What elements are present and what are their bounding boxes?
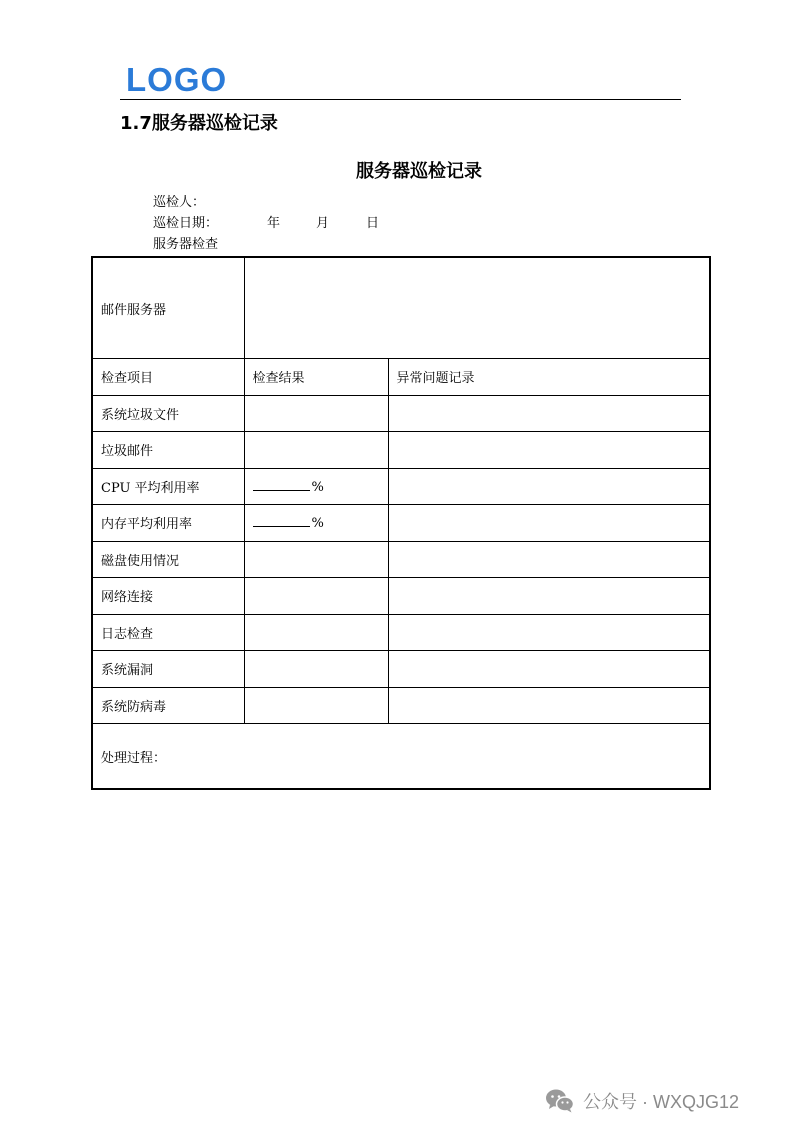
check-result-field[interactable]: [244, 578, 388, 615]
table-row: [92, 651, 710, 688]
check-item-label: 日志检查: [92, 614, 244, 651]
table-row: [92, 541, 710, 578]
header-issue-record: 异常问题记录: [388, 359, 710, 396]
logo: LOGO: [126, 61, 228, 98]
check-item-label: 系统防病毒: [92, 687, 244, 724]
check-item-label: 内存平均利用率: [92, 505, 244, 542]
header-check-result: 检查结果: [244, 359, 388, 396]
table-row: [92, 687, 710, 724]
table-row: [92, 614, 710, 651]
check-item-label: 网络连接: [92, 578, 244, 615]
process-row: [92, 724, 710, 790]
document-title: 服务器巡检记录: [356, 161, 482, 182]
mail-server-field[interactable]: [244, 257, 710, 359]
check-result-field[interactable]: [244, 432, 388, 469]
issue-record-field[interactable]: [388, 505, 710, 542]
issue-record-field[interactable]: [388, 432, 710, 469]
check-result-field[interactable]: [244, 541, 388, 578]
issue-record-field[interactable]: [388, 651, 710, 688]
table-row: [92, 578, 710, 615]
check-item-label: CPU 平均利用率: [92, 468, 244, 505]
issue-record-field[interactable]: [388, 468, 710, 505]
percent-sign: %: [311, 479, 324, 495]
table-row: [92, 468, 710, 505]
percent-sign: %: [311, 516, 324, 532]
issue-record-field[interactable]: [388, 395, 710, 432]
header-divider: [120, 99, 681, 100]
issue-record-field[interactable]: [388, 578, 710, 615]
inspector-label: 巡检人：: [153, 195, 206, 210]
server-check-label: 服务器检查: [153, 237, 219, 252]
issue-record-field[interactable]: [388, 541, 710, 578]
inspection-date-label: 巡检日期：: [153, 216, 219, 231]
day-label: 日: [366, 216, 380, 231]
check-item-label: 系统漏洞: [92, 651, 244, 688]
watermark: [545, 1088, 739, 1114]
check-result-field[interactable]: [244, 614, 388, 651]
check-item-label: 磁盘使用情况: [92, 541, 244, 578]
check-item-label: 垃圾邮件: [92, 432, 244, 469]
watermark-text: 公众号 · WXQJG12: [583, 1092, 740, 1112]
check-result-field[interactable]: [244, 687, 388, 724]
check-result-field[interactable]: [244, 651, 388, 688]
check-item-label: 系统垃圾文件: [92, 395, 244, 432]
process-field[interactable]: [92, 724, 710, 790]
month-label: 月: [316, 216, 330, 231]
table-row: [92, 395, 710, 432]
mail-server-label: 邮件服务器: [92, 257, 244, 359]
table-row: [92, 505, 710, 542]
wechat-icon: [545, 1088, 575, 1114]
check-result-field[interactable]: [244, 468, 388, 505]
year-label: 年: [267, 216, 281, 231]
percent-blank[interactable]: [253, 478, 310, 491]
check-result-field[interactable]: [244, 505, 388, 542]
issue-record-field[interactable]: [388, 687, 710, 724]
percent-blank[interactable]: [253, 514, 310, 527]
table-header-row: [92, 359, 710, 396]
issue-record-field[interactable]: [388, 614, 710, 651]
mail-server-row: [92, 257, 710, 359]
table-row: [92, 432, 710, 469]
process-label: 处理过程：: [101, 750, 167, 766]
check-result-field[interactable]: [244, 395, 388, 432]
inspection-table: [91, 256, 711, 790]
section-title: 1.7服务器巡检记录: [120, 113, 278, 134]
header-check-item: 检查项目: [92, 359, 244, 396]
